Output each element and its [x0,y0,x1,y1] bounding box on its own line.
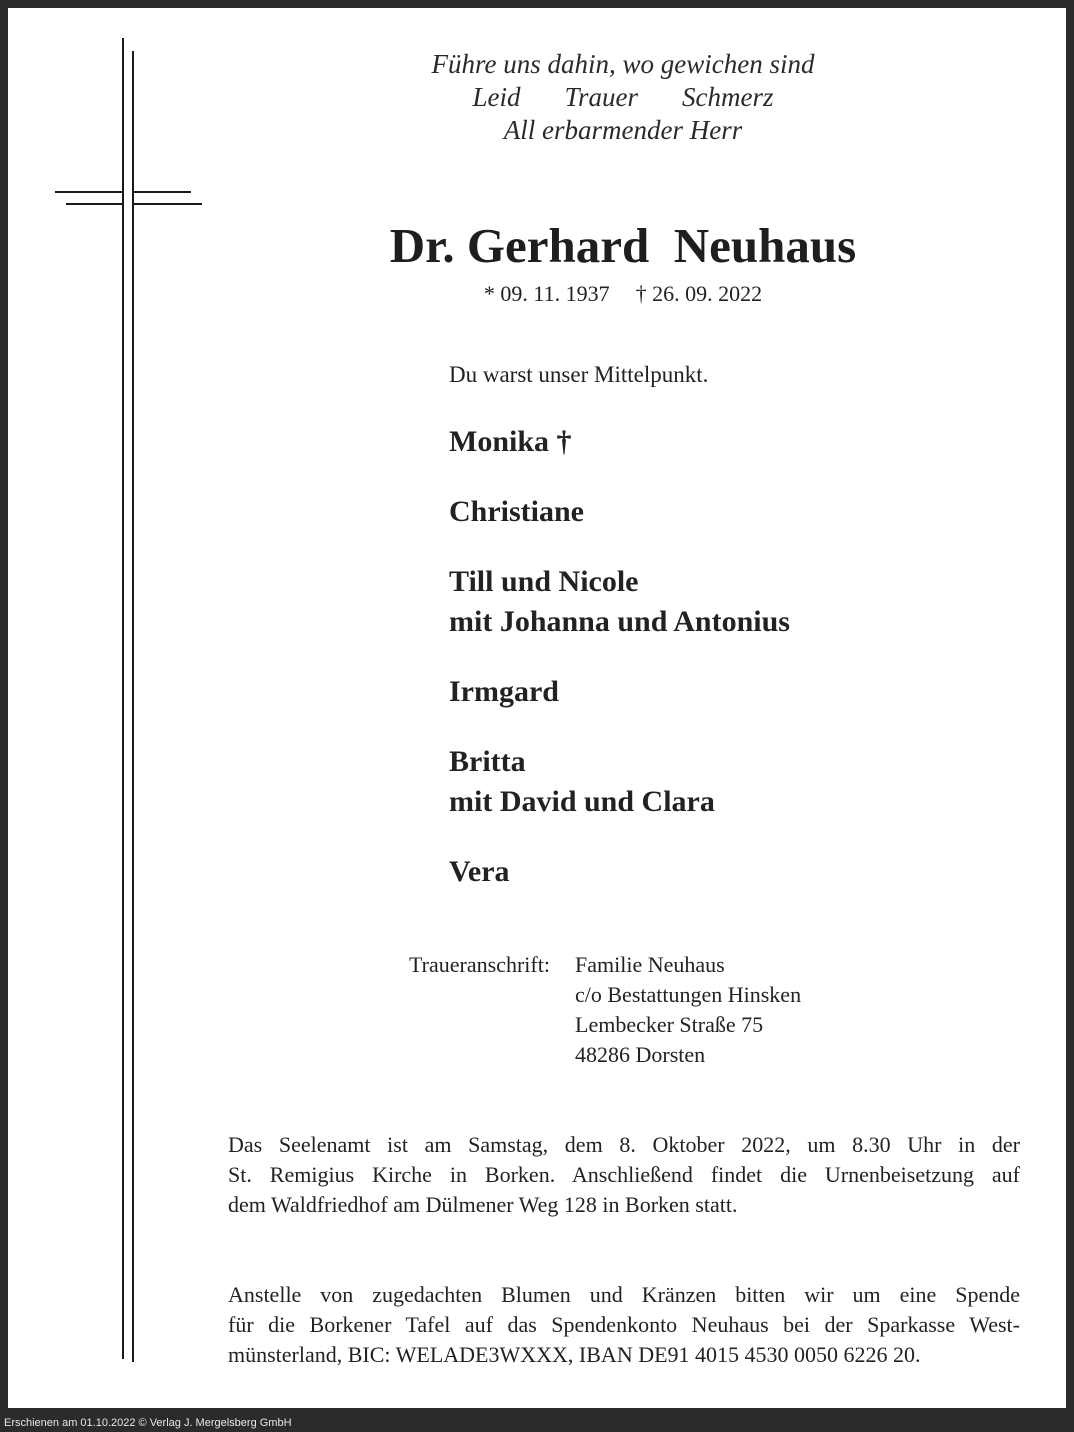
family-name-line: Britta [449,745,526,778]
cross-horizontal-line-lower [66,203,202,205]
address-line: c/o Bestattungen Hinsken [575,982,802,1007]
poem [408,48,838,147]
poem-word-schmerz: Schmerz [682,82,774,112]
cross-vertical-line-outer [122,38,124,1359]
cross-vertical-line-inner [132,51,134,1362]
donation-paragraph [228,1280,1020,1370]
address-line: Lembecker Straße 75 [575,1012,764,1037]
publication-footer: Erschienen am 01.10.2022 © Verlag J. Mergelsberg GmbH [4,1417,292,1429]
paragraph-line: für die Borkener Tafel auf das Spendenkonto Neuhaus bei der Sparkasse West- [228,1312,1020,1337]
family-name-line: Irmgard [449,675,559,708]
family-entry [449,672,559,712]
family-entry [449,562,790,642]
address-label: Traueranschrift: [409,952,550,977]
family-entry [449,742,715,822]
birth-date: * 09. 11. 1937 [483,281,610,306]
family-entry [449,492,584,532]
service-paragraph [228,1130,1020,1220]
poem-line-2 [408,81,838,114]
family-entry [449,852,510,892]
deceased-name: Dr. Gerhard Neuhaus [389,218,857,273]
cross-horizontal-line-upper [55,191,191,193]
poem-word-leid: Leid [472,82,521,112]
family-name-line: Till und Nicole [449,565,639,598]
obituary-notice [8,8,1066,1408]
family-name-line: Christiane [449,495,584,528]
death-date: † 26. 09. 2022 [635,281,763,306]
paragraph-line: St. Remigius Kirche in Borken. Anschließend findet die Urnenbeisetzung auf [228,1162,1020,1187]
family-name-line: Monika † [449,425,572,458]
motto: Du warst unser Mittelpunkt. [449,362,709,387]
family-entry [449,422,572,462]
family-name-line: Vera [449,855,510,888]
paragraph-line: dem Waldfriedhof am Dülmener Weg 128 in Borken statt. [228,1192,738,1217]
poem-word-trauer: Trauer [564,82,639,112]
poem-line-1: Führe uns dahin, wo gewichen sind [431,49,815,79]
address-lines [575,950,801,1070]
address-line: 48286 Dorsten [575,1042,706,1067]
paragraph-line: münsterland, BIC: WELADE3WXXX, IBAN DE91 4015 4530 0050 6226 20. [228,1342,921,1367]
family-name-line: mit Johanna und Antonius [449,605,790,638]
family-name-line: mit David und Clara [449,785,715,818]
life-dates [308,280,938,308]
poem-line-3: All erbarmender Herr [503,115,743,145]
paragraph-line: Das Seelenamt ist am Samstag, dem 8. Oktober 2022, um 8.30 Uhr in der [228,1132,1020,1157]
paragraph-line: Anstelle von zugedachten Blumen und Kränzen bitten wir um eine Spende [228,1282,1020,1307]
address-line: Familie Neuhaus [575,952,725,977]
cross-intersection-gap [124,191,132,205]
